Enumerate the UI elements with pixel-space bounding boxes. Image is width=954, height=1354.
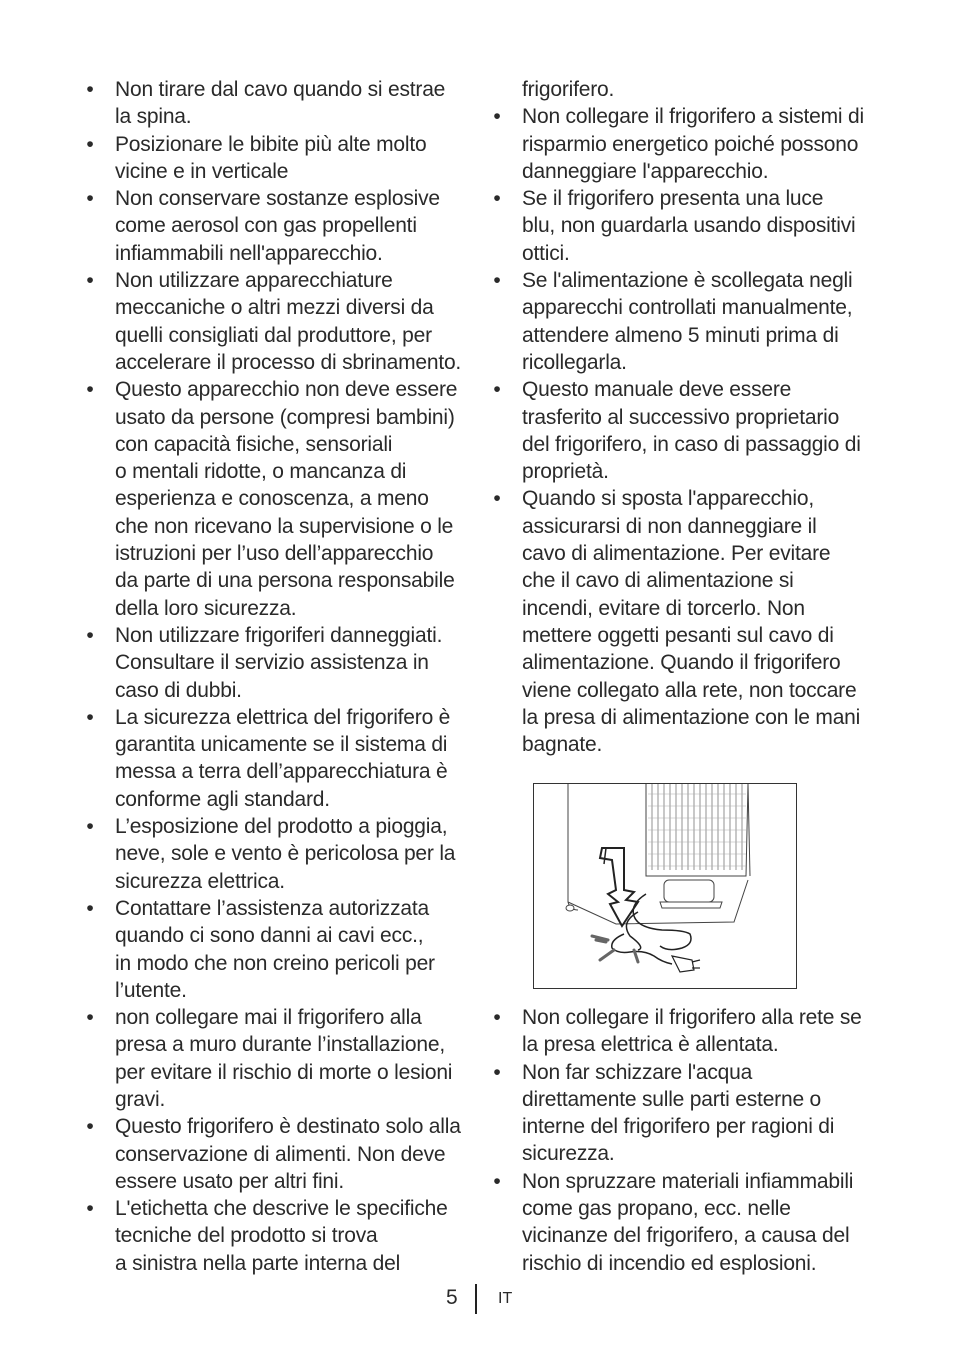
text-line: alimentazione. Quando il frigorifero [522,651,841,675]
bullet-icon: • [86,378,94,402]
text-line: come aerosol con gas propellenti [115,214,417,238]
text-line: o mentali ridotte, o mancanza di [115,460,407,484]
text-line: L’esposizione del prodotto a pioggia, [115,815,448,839]
text-line: frigorifero. [522,78,615,101]
list-item [84,376,468,622]
text-line: trasferito al successivo proprietario [522,405,840,429]
bullet-icon: • [86,1006,94,1030]
text-line: esperienza e conoscenza, a meno [115,487,429,511]
text-line: cavo di alimentazione. Per evitare [522,542,831,566]
text-line: proprietà. [522,460,609,484]
bullet-icon: • [493,1006,501,1029]
right-column [491,76,877,758]
text-line: attendere almeno 5 minuti prima di [522,323,839,347]
bullet-icon: • [86,815,94,839]
text-line: sicurezza. [522,1142,615,1166]
text-line: garantita unicamente se il sistema di [115,733,448,757]
text-line: Non conservare sostanze esplosive [115,187,440,211]
text-line: Non utilizzare apparecchiature [115,269,393,293]
page-number: 5 [446,1286,458,1309]
text-line: Non tirare dal cavo quando si estrae [115,78,446,101]
list-item [84,1113,468,1195]
text-line: conservazione di alimenti. Non deve [115,1142,446,1166]
list-item [84,185,468,267]
text-line: ricollegarla. [522,350,627,374]
list-item [491,1168,877,1277]
left-bullet-list [84,76,468,1277]
text-line: da parte di una persona responsabile [115,569,455,593]
text-line: mettere oggetti pesanti sul cavo di [522,623,834,647]
text-line: Se il frigorifero presenta una luce [522,187,824,211]
text-line: essere usato per altri fini. [115,1169,345,1193]
text-line: Non far schizzare l'acqua [522,1060,753,1084]
bullet-icon: • [493,378,501,402]
continued-text [491,76,877,103]
text-line: quando ci sono danni ai cavi ecc., [115,924,424,948]
text-line: meccaniche o altri mezzi diversi da [115,296,434,320]
text-line: conforme agli standard. [115,787,330,811]
text-line: interne del frigorifero per ragioni di [522,1115,835,1139]
list-item [84,76,468,131]
bullet-icon: • [86,78,94,101]
bullet-icon: • [86,1197,94,1221]
text-line: Non utilizzare frigoriferi danneggiati. [115,623,443,647]
text-line: per evitare il rischio di morte o lesioni [115,1060,453,1084]
fridge-cable-drawing [534,784,796,988]
text-line: a sinistra nella parte interna del [115,1251,401,1275]
list-item [84,895,468,1004]
language-code: IT [498,1290,513,1307]
text-line: che non ricevano la supervisione o le [115,514,454,538]
bullet-icon: • [86,269,94,293]
list-item [491,185,877,267]
list-item [84,267,468,376]
text-line: usato da persone (compresi bambini) [115,405,455,429]
text-line: vicinanze del frigorifero, a causa del [522,1224,850,1248]
text-line: apparecchi controllati manualmente, [522,296,853,320]
text-line: blu, non guardarla usando dispositivi [522,214,856,238]
text-line: vicine e in verticale [115,159,289,183]
text-line: La sicurezza elettrica del frigorifero è [115,705,451,729]
list-item [491,1059,877,1168]
text-line: gravi. [115,1087,166,1111]
list-item [491,103,877,185]
text-line: ottici. [522,241,570,265]
bullet-icon: • [493,269,501,293]
text-line: Questo apparecchio non deve essere [115,378,458,402]
text-line: sicurezza elettrica. [115,869,285,893]
text-line: come gas propano, ecc. nelle [522,1197,791,1221]
text-line: l’utente. [115,978,187,1002]
text-line: infiammabili nell'apparecchio. [115,241,383,265]
list-item [491,376,877,485]
text-line: Consultare il servizio assistenza in [115,651,429,675]
list-item [491,1004,877,1059]
text-line: assicurarsi di non danneggiare il [522,514,817,538]
text-line: L'etichetta che descrive le specifiche [115,1197,448,1221]
bullet-icon: • [86,705,94,729]
text-line: Posizionare le bibite più alte molto [115,132,427,156]
text-line: Non spruzzare materiali infiammabili [522,1169,854,1193]
bullet-icon: • [493,487,501,511]
text-line: tecniche del prodotto si trova [115,1224,378,1248]
text-line: Questo manuale deve essere [522,378,792,402]
text-line: neve, sole e vento è pericolosa per la [115,842,456,866]
text-line: istruzioni per l’uso dell’apparecchio [115,542,434,566]
text-line: la spina. [115,105,192,129]
list-item [491,485,877,758]
list-item [84,813,468,895]
text-line: danneggiare l'apparecchio. [522,159,769,183]
bullet-icon: • [86,132,94,156]
text-line: rischio di incendio ed esplosioni. [522,1251,817,1275]
text-line: Non collegare il frigorifero alla rete se [522,1006,862,1029]
text-line: non collegare mai il frigorifero alla [115,1006,422,1030]
page-footer [0,1284,954,1314]
text-line: messa a terra dell’apparecchiatura è [115,760,448,784]
text-line: con capacità fisiche, sensoriali [115,432,393,456]
bullet-icon: • [493,105,501,129]
bullet-icon: • [86,1115,94,1139]
text-line: Quando si sposta l'apparecchio, [522,487,814,511]
text-line: della loro sicurezza. [115,596,297,620]
list-item [84,1004,468,1113]
refrigerator-power-cable-illustration [533,783,797,989]
right-bullet-list-after-figure [491,1004,877,1277]
bullet-icon: • [86,187,94,211]
text-line: incendi, evitare di torcerlo. Non [522,596,805,620]
text-line: la presa di alimentazione con le mani [522,705,861,729]
left-column [84,76,468,1277]
text-line: in modo che non creino pericoli per [115,951,435,975]
text-line: quelli consigliati dal produttore, per [115,323,432,347]
bullet-icon: • [493,1169,501,1193]
text-line: accelerare il processo di sbrinamento. [115,350,462,374]
text-line: Questo frigorifero è destinato solo alla [115,1115,461,1139]
bullet-icon: • [493,1060,501,1084]
text-line: direttamente sulle parti esterne o [522,1087,822,1111]
bullet-icon: • [86,896,94,920]
list-item [84,131,468,186]
text-line: la presa elettrica è allentata. [522,1033,779,1057]
text-line: del frigorifero, in caso di passaggio di [522,432,861,456]
bullet-icon: • [493,187,501,211]
text-line: presa a muro durante l’installazione, [115,1033,445,1057]
text-line: viene collegato alla rete, non toccare [522,678,857,702]
text-line: che il cavo di alimentazione si [522,569,794,593]
footer-separator [475,1284,477,1314]
bullet-icon: • [86,623,94,647]
right-bullet-list [491,103,877,758]
list-item [84,622,468,704]
text-line: bagnate. [522,733,603,757]
text-line: Non collegare il frigorifero a sistemi di [522,105,864,129]
list-item [491,267,877,376]
list-item [84,704,468,813]
list-item [84,1195,468,1277]
text-line: caso di dubbi. [115,678,242,702]
text-line: risparmio energetico poiché possono [522,132,859,156]
text-line: Contattare l’assistenza autorizzata [115,896,429,920]
text-line: Se l'alimentazione è scollegata negli [522,269,853,293]
after-figure-list [491,1004,877,1277]
